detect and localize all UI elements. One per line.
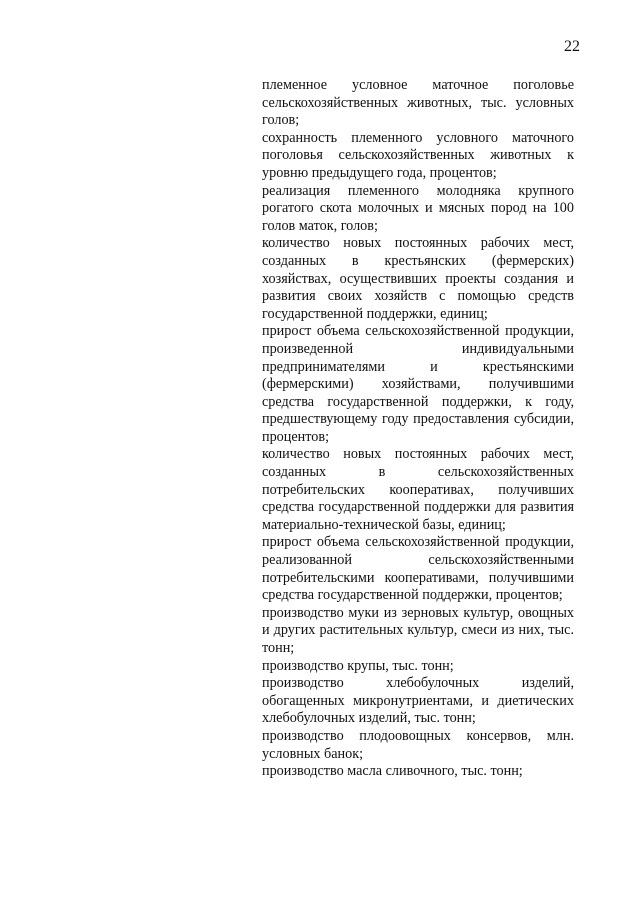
indicator-paragraph: производство плодоовощных консервов, млн. условных банок; xyxy=(262,727,574,762)
page-number: 22 xyxy=(564,38,580,55)
indicator-paragraph: племенное условное маточное поголовье сельскохозяйственных животных, тыс. условных голов; xyxy=(262,77,574,129)
indicator-paragraph: количество новых постоянных рабочих мест, созданных в сельскохозяйственных потребительских кооперативах, получивших средства государственной поддержки для развития материально-технической базы, единиц; xyxy=(262,446,574,533)
indicator-paragraph: количество новых постоянных рабочих мест, созданных в крестьянских (фермерских) хозяйствах, осуществивших проекты создания и развития своих хозяйств с помощью средств государственной поддержки, единиц; xyxy=(262,235,574,322)
indicator-paragraph: реализация племенного молодняка крупного рогатого скота молочных и мясных пород на 100 голов маток, голов; xyxy=(262,182,574,234)
indicator-paragraph: производство муки из зерновых культур, овощных и других растительных культур, смеси из них, тыс. тонн; xyxy=(262,604,574,656)
indicator-paragraph: прирост объема сельскохозяйственной продукции, реализованной сельскохозяйственными потребительскими кооперативами, получившими средства государственной поддержки, процентов; xyxy=(262,534,574,604)
indicator-paragraph: производство крупы, тыс. тонн; xyxy=(262,657,454,674)
indicator-paragraph: производство масла сливочного, тыс. тонн; xyxy=(262,763,523,780)
indicator-paragraph: производство хлебобулочных изделий, обогащенных микронутриентами, и диетических хлебобулочных изделий, тыс. тонн; xyxy=(262,675,574,727)
indicator-paragraph: прирост объема сельскохозяйственной продукции, произведенной индивидуальными предпринимателями и крестьянскими (фермерскими) хозяйствами, получившими средства государственной поддержки, к году, предшествующему году предоставления субсидии, процентов; xyxy=(262,323,574,445)
indicator-paragraph: сохранность племенного условного маточного поголовья сельскохозяйственных животных к уровню предыдущего года, процентов; xyxy=(262,129,574,181)
document-body xyxy=(262,77,574,781)
